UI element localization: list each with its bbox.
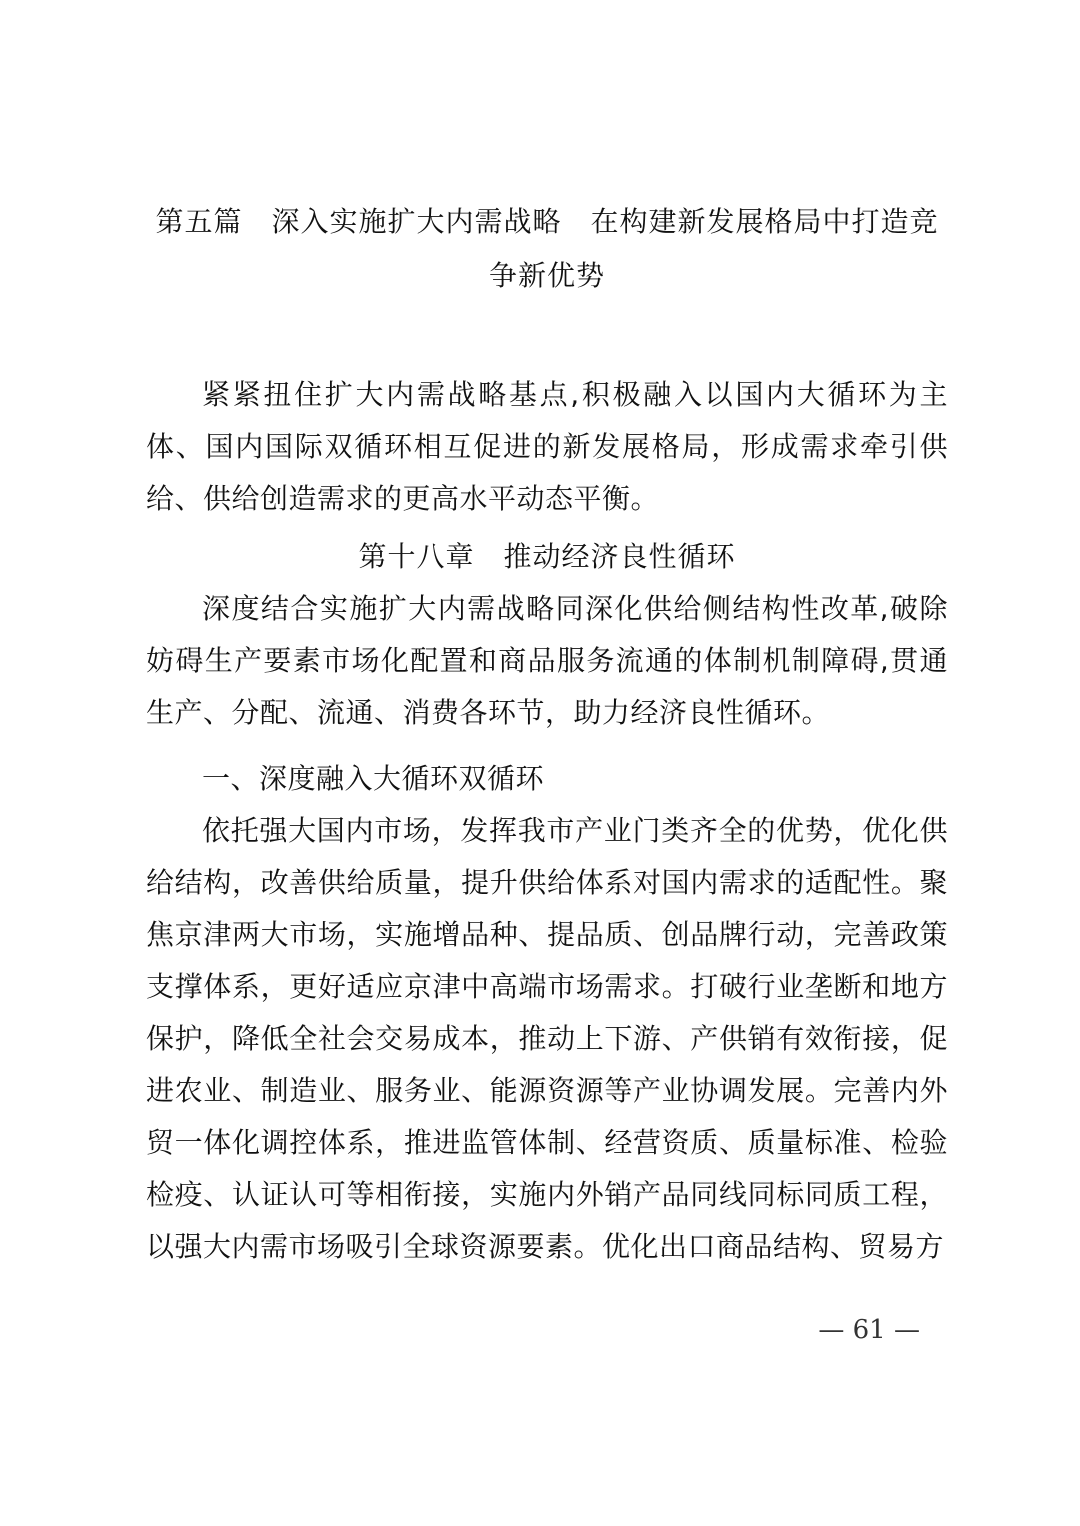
intro-paragraph: 紧紧扭住扩大内需战略基点,积极融入以国内大循环为主体、国内国际双循环相互促进的新发展格局，形成需求牵引供给、供给创造需求的更高水平动态平衡。 <box>146 378 948 515</box>
section-body-paragraph: 依托强大国内市场，发挥我市产业门类齐全的优势，优化供给结构，改善供给质量，提升供给体系对国内需求的适配性。聚焦京津两大市场，实施增品种、提品质、创品牌行动，完善政策支撑体系，更好适应京津中高端市场需求。打破行业垄断和地方保护，降低全社会交易成本，推动上下游、产供销有效衔接，促进农业、制造业、服务业、能源资源等产业协调发展。完善内外贸一体化调控体系，推进监管体制、经营资质、质量标准、检验检疫、认证认可等相衔接，实施内外销产品同线同标同质工程，以强大内需市场吸引全球资源要素。优化出口商品结构、贸易方 <box>146 814 948 1263</box>
section-heading: 一、深度融入大循环双循环 <box>202 762 545 795</box>
part-title-line-2: 争新优势 <box>488 259 605 292</box>
chapter-intro-paragraph: 深度结合实施扩大内需战略同深化供给侧结构性改革,破除妨碍生产要素市场化配置和商品服务流通的体制机制障碍,贯通生产、分配、流通、消费各环节，助力经济良性循环。 <box>146 592 948 729</box>
page-number: — 61 — <box>818 1315 920 1345</box>
part-title-line-1: 第五篇 深入实施扩大内需战略 在构建新发展格局中打造竞 <box>155 205 939 238</box>
part-title <box>146 195 948 303</box>
chapter-title: 第十八章 推动经济良性循环 <box>358 540 736 573</box>
page-content <box>146 195 948 1273</box>
